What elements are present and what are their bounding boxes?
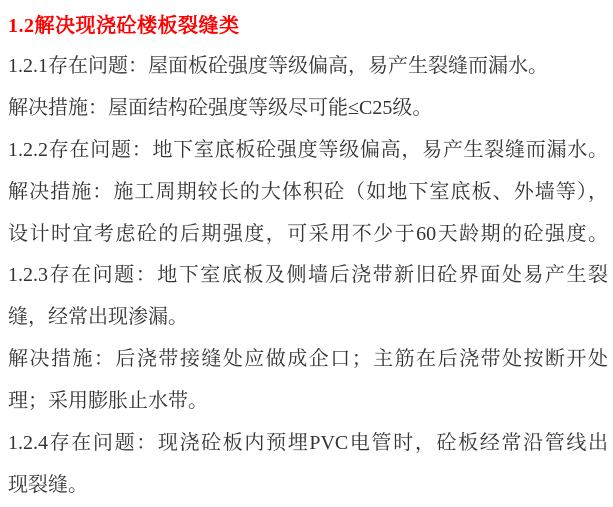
text-line: 理；采用膨胀止水带。	[8, 390, 208, 413]
text-line: 解决措施：施工周期较长的大体积砼（如地下室底板、外墙等），	[8, 180, 608, 203]
text-line: 1.2.2存在问题：地下室底板砼强度等级偏高，易产生裂缝而漏水。	[8, 138, 608, 161]
text-line: 解决措施：屋面结构砼强度等级尽可能≤C25级。	[8, 96, 433, 119]
text-line: 现裂缝。	[8, 473, 88, 496]
text-line: 1.2.1存在问题：屋面板砼强度等级偏高，易产生裂缝而漏水。	[8, 55, 548, 77]
text-line: 1.2.3存在问题：地下室底板及侧墙后浇带新旧砼界面处易产生裂	[8, 264, 608, 287]
text-line: 设计时宜考虑砼的后期强度，可采用不少于60天龄期的砼强度。	[8, 222, 608, 245]
text-line: 1.2.4存在问题：现浇砼板内预埋PVC电管时，砼板经常沿管线出	[8, 432, 608, 455]
text-line: 缝，经常出现渗漏。	[8, 306, 188, 329]
section-heading: 1.2解决现浇砼楼板裂缝类	[8, 15, 240, 37]
text-line: 解决措施：后浇带接缝处应做成企口；主筋在后浇带处按断开处	[8, 348, 608, 371]
